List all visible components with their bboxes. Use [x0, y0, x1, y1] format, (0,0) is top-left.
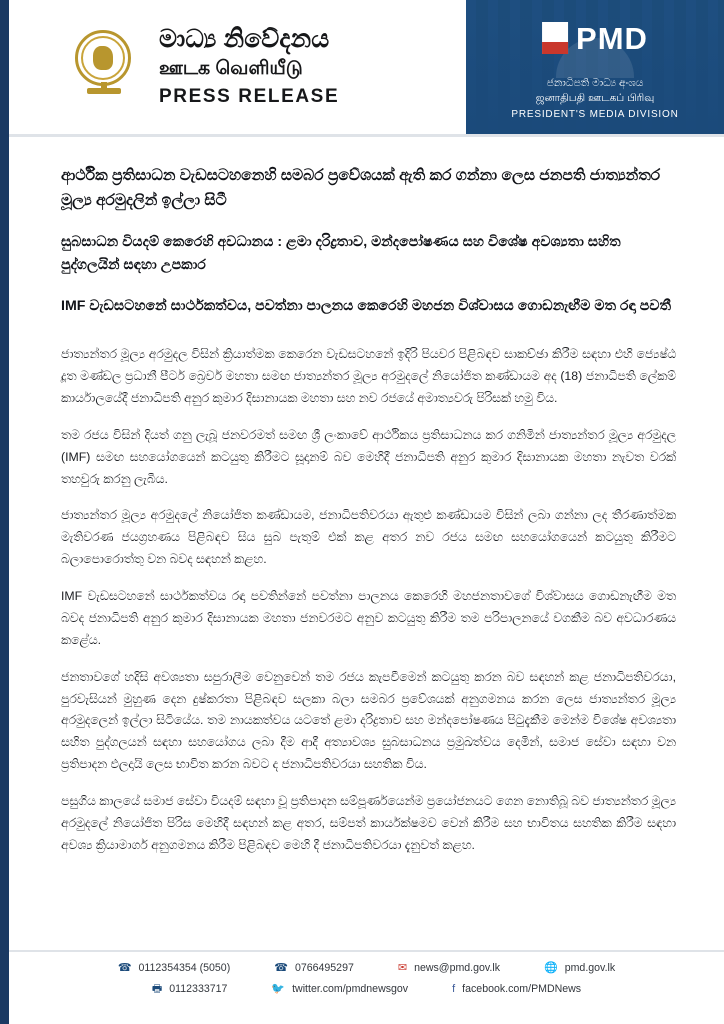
body-paragraph: ජනතාවගේ හදිසි අවශ්‍යතා සපුරාලීම වෙනුවෙන් තම රජය කැපවීමෙන් කටයුතු කරන බව සඳහන් කළ ජනාධිපතිවරයා, පුරවැසියන් මුහුණ දෙන දුෂ්කරතා පිළිබඳව සලකා බලා සමබර ප්‍රවේශයක් අනුගමනය කරන ලෙස ජාත්‍යන්තර මූල්‍ය අරමුදලෙන් ඉල්ලා සිටියේය. තම නායකත්වය යටතේ ළමා දරිද්‍රතාව සහ මන්දපෝෂණය පිටුදැකීම මෙන්ම විශේෂ අවශ්‍යතා සහිත පුද්ගලයන් සඳහා සහයෝගය ලබා දීම ආදී අත්‍යාවශ්‍ය සුබසාධනය ප්‍රමුඛත්වය දෙමින්, සමාජ සේවා සඳහා වන ප්‍රතිපාදන ඵලදායි ලෙස භාවිත කරන බවට ද ජනාධිපතිවරයා සහතික විය. [61, 669, 676, 772]
subheading-welfare: සුබසාධන වියදම් කෙරෙහි අවධානය : ළමා දරිද්‍රතාව, මන්දපෝෂණය සහ විශේෂ අවශ්‍යතා සහිත පුද්ගලයින් සඳහා උපකාර [61, 234, 621, 274]
body-paragraph: IMF වැඩසටහනේ සාර්ථකත්වය රඳා පවතින්නේ පවත්නා පාලනය කෙරෙහි මහජනතාවගේ විශ්වාසය ගොඩනැඟීම මත බවද ජනාධිපති අනුර කුමාර දිසානායක මහතා ජනවරමට අනුව කටයුතු කිරීම තම පරිපාලනයේ වගකීම බව අවධාරණය කළේය. [61, 589, 676, 647]
facebook-icon: f [452, 982, 456, 995]
pmd-logo-panel [466, 0, 724, 134]
footer-phone-2-text: 0766495297 [294, 962, 354, 974]
pmd-subtitles [466, 76, 724, 123]
document-footer [9, 950, 724, 1024]
pmd-flag-icon [542, 22, 568, 54]
masthead-title-sinhala: මාධ්‍ය නිවේදනය [159, 25, 330, 54]
document-header [9, 0, 724, 137]
body-paragraph: පසුගිය කාලයේ සමාජ සේවා වියදම් සඳහා වූ ප්‍රතිපාදන සම්පූර්ණයෙන්ම ප්‍රයෝජනයට ගෙන නොතිබූ බව ජාත්‍යන්තර මූල්‍ය අරමුදලේ නියෝජිත පිරිස මෙහිදී සඳහන් කළ අතර, සම්පත් කාර්යක්ෂමව වෙන් කිරීම සහ භාවිතය සහතික කිරීම සඳහා අවශ්‍ය ක්‍රියාමාර්ග අනුගමනය කිරීම පිළිබඳව මෙහි දී ජනාධිපතිවරයා දැනුවත් කළහ. [61, 794, 676, 852]
footer-facebook[interactable] [452, 983, 581, 995]
pmd-subtitle-sinhala: ජනාධිපති මාධ්‍ය අංශය [546, 77, 644, 89]
body-paragraph: තම රජය විසින් දියත් ගනු ලැබූ ජනවරමත් සමඟ ශ්‍රී ලංකාවේ ආර්ථිකය ප්‍රතිසාධනය කර ගනිමින් ජාත්‍යන්තර මූල්‍ය අරමුදල (IMF) සමඟ සහයෝගයෙන් කටයුතු කිරීමට සූදානම් බව මෙහිදී ජනාධිපති අනුර කුමාර දිසානායක මහතා නැවත වරක් තහවුරු කරනු ලැබීය. [61, 427, 676, 486]
footer-phone-1 [118, 962, 230, 974]
pmd-logo-text: PMD [576, 20, 648, 56]
pmd-subtitle-tamil: ஜனாதிபதி ஊடகப் பிரிவு [535, 92, 655, 105]
header-left [9, 24, 466, 110]
pmd-subtitle-english: PRESIDENT'S MEDIA DIVISION [511, 109, 679, 121]
footer-email-text: news@pmd.gov.lk [414, 962, 501, 974]
footer-fax [152, 983, 228, 995]
document-body [9, 137, 724, 857]
pmd-logo [542, 22, 648, 54]
phone-icon: ☎ [117, 961, 132, 974]
masthead-titles [159, 25, 339, 108]
body-paragraph: ජාත්‍යන්තර මූල්‍ය අරමුදලේ නියෝජිත කණ්ඩායම, ජනාධිපතිවරයා ඇතුළු කණ්ඩායම විසින් ලබා ගන්නා ලද තීරණාත්මක මැතිවරණ ජයග්‍රහණය පිළිබඳව සිය සුබ පැතුම් එක් කළ අතර නව රජය සමඟ සහයෝගයෙන් කටයුතු කිරීමට බලාපොරොත්තු වන බවද සඳහන් කළහ. [61, 508, 676, 567]
subheading-imf: IMF වැඩසටහනේ සාර්ථකත්වය, පවත්නා පාලනය කෙරෙහි මහජන විශ්වාසය ගොඩනැඟීම මත රඳා පවතී [61, 298, 672, 315]
footer-facebook-text: facebook.com/PMDNews [462, 983, 582, 995]
footer-contact-row-2 [9, 983, 724, 995]
footer-phone-1-text: 0112354354 (5050) [138, 962, 231, 974]
footer-website[interactable] [544, 962, 615, 974]
footer-fax-text: 0112333717 [169, 983, 228, 995]
footer-email[interactable] [398, 962, 500, 974]
body-paragraph: ජාත්‍යන්තර මූල්‍ය අරමුදල විසින් ක්‍රියාත්මක කෙරෙන වැඩසටහනේ ඉදිරි පියවර පිළිබඳව සාකච්ඡා කිරීම සඳහා එහි ජ්‍යෙෂ්ඨ දූත මණ්ඩල ප්‍රධානී පීටර් බ්‍රෙවර් මහතා සමඟ ජාත්‍යන්තර මූල්‍ය අරමුදලේ නියෝජිත කණ්ඩායම අද (18) ජනාධිපති ලේකම් කාර්යාලයේදී ජනාධිපති අනුර කුමාර දිසානායක මහතා සහ නව රජයේ අමාත්‍යවරු පිරිසක් හමු විය. [61, 347, 676, 405]
twitter-icon: 🐦 [271, 982, 286, 995]
email-icon: ✉ [397, 961, 408, 974]
masthead-title-tamil: ஊடக வெளியீடு [159, 57, 303, 79]
phone-icon: ☎ [274, 961, 288, 974]
masthead-title-english: PRESS RELEASE [159, 86, 340, 108]
footer-contact-row-1 [9, 962, 724, 974]
globe-icon: 🌐 [544, 961, 558, 974]
footer-phone-2 [274, 962, 354, 974]
page-title: ආර්ථික ප්‍රතිසාධන වැඩසටහනෙහි සමබර ප්‍රවේශයක් ඇති කර ගන්නා ලෙස ජනපති ජාත්‍යන්තර මූල්‍ය අරමුදලින් ඉල්ලා සිටී [61, 167, 661, 210]
sri-lanka-national-emblem-icon [71, 24, 137, 110]
footer-twitter-text: twitter.com/pmdnewsgov [292, 983, 409, 995]
fax-icon: 🖶 [151, 982, 163, 995]
footer-twitter[interactable] [271, 983, 408, 995]
footer-website-text: pmd.gov.lk [564, 962, 616, 974]
